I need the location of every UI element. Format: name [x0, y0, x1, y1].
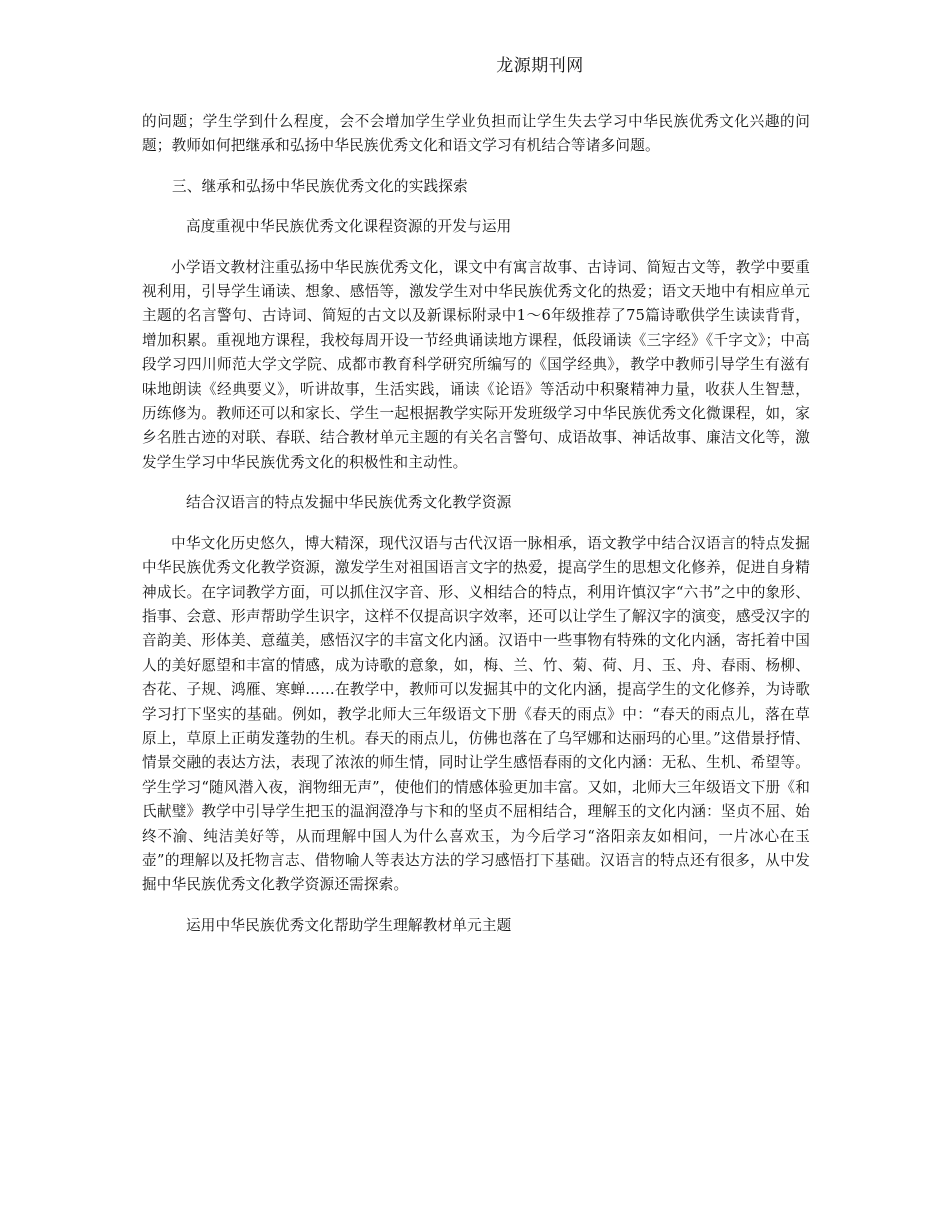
page-header: [0, 53, 950, 79]
section-heading: 三、继承和弘扬中华民族优秀文化的实践探索: [172, 177, 468, 195]
subsection-body-2: 中华文化历史悠久，博大精深，现代汉语与古代汉语一脉相承，语文教学中结合汉语言的特点发掘中华民族优秀文化教学资源，激发学生对祖国语言文字的热爱，提高学生的思想文化修养，促进自身精神成长。在字词教学方面，可以抓住汉字音、形、义相结合的特点，利用许慎汉字“六书”之中的象形、指事、会意、形声帮助学生识字，这样不仅提高识字效率，还可以让学生了解汉字的演变，感受汉字的音韵美、形体美、意蕴美，感悟汉字的丰富文化内涵。汉语中一些事物有特殊的文化内涵，寄托着中国人的美好愿望和丰富的情感，成为诗歌的意象，如，梅、兰、竹、菊、荷、月、玉、舟、春雨、杨柳、杏花、子规、鸿雁、寒蝉……在教学中，教师可以发掘其中的文化内涵，提高学生的文化修养，为诗歌学习打下坚实的基础。例如，教学北师大三年级语文下册《春天的雨点》中：“春天的雨点儿，落在草原上，草原上正萌发蓬勃的生机。春天的雨点儿，仿佛也落在了乌罕娜和达丽玛的心里。”这借景抒情、情景交融的表达方法，表现了浓浓的师生情，同时让学生感悟春雨的文化内涵：无私、生机、希望等。学生学习“随风潜入夜，润物细无声”，使他们的情感体验更加丰富。又如，北师大三年级语文下册《和氏献璧》教学中引导学生把玉的温润澄净与卞和的坚贞不屈相结合，理解玉的文化内涵：坚贞不屈、始终不渝、纯洁美好等，从而理解中国人为什么喜欢玉，为今后学习“洛阳亲友如相问，一片冰心在玉壶”的理解以及托物言志、借物喻人等表达方法的学习感悟打下基础。汉语言的特点还有很多，从中发掘中华民族优秀文化教学资源还需探索。: [142, 534, 810, 894]
article-body: [142, 110, 810, 954]
subsection-title-2: 结合汉语言的特点发掘中华民族优秀文化教学资源: [186, 494, 512, 512]
subsection-body-1: 小学语文教材注重弘扬中华民族优秀文化，课文中有寓言故事、古诗词、简短古文等，教学中要重视利用，引导学生诵读、想象、感悟等，激发学生对中华民族优秀文化的热爱；语文天地中有相应单元主题的名言警句、古诗词、简短的古文以及新课标附录中1～6年级推荐了75篇诗歌供学生读读背背，增加积累。重视地方课程，我校每周开设一节经典诵读地方课程，低段诵读《三字经》《千字文》；中高段学习四川师范大学文学院、成都市教育科学研究所编写的《国学经典》，教学中教师引导学生有滋有味地朗读《经典要义》，听讲故事，生活实践，诵读《论语》等活动中积聚精神力量，收获人生智慧，历练修为。教师还可以和家长、学生一起根据教学实际开发班级学习中华民族优秀文化微课程，如，家乡名胜古迹的对联、春联、结合教材单元主题的有关名言警句、成语故事、神话故事、廉洁文化等，激发学生学习中华民族优秀文化的积极性和主动性。: [142, 258, 810, 471]
site-name: 龙源期刊网: [496, 56, 584, 76]
intro-paragraph: 的问题；学生学到什么程度，会不会增加学生学业负担而让学生失去学习中华民族优秀文化兴趣的问题；教师如何把继承和弘扬中华民族优秀文化和语文学习有机结合等诸多问题。: [142, 113, 810, 155]
subsection-title-1: 高度重视中华民族优秀文化课程资源的开发与运用: [186, 218, 512, 236]
subsection-title-3: 运用中华民族优秀文化帮助学生理解教材单元主题: [186, 916, 512, 934]
